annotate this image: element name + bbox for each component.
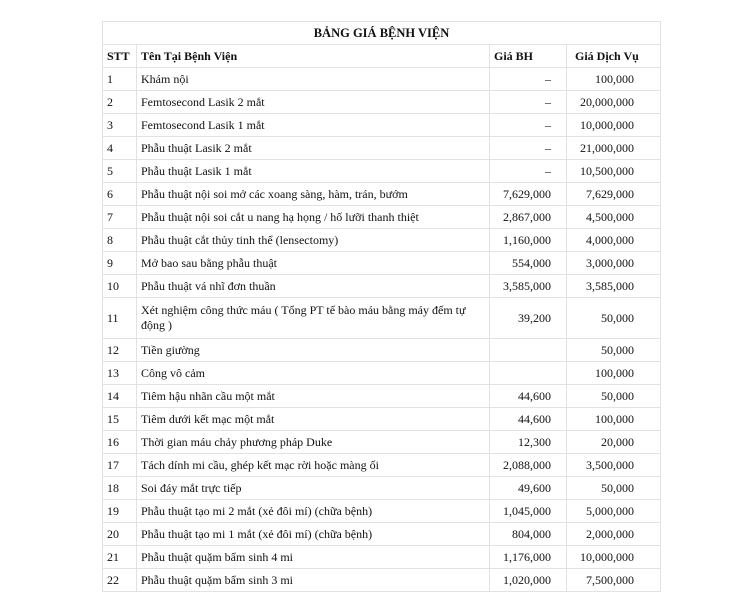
cell-name: Femtosecond Lasik 2 mắt [137,91,490,114]
cell-insurance-price: 12,300 [490,431,567,454]
cell-service-price: 3,500,000 [567,454,661,477]
table-row [103,298,661,339]
cell-service-price: 7,500,000 [567,569,661,592]
header-name: Tên Tại Bệnh Viện [137,45,490,68]
cell-service-price: 2,000,000 [567,523,661,546]
cell-service-price: 50,000 [567,477,661,500]
table-row [103,68,661,91]
cell-insurance-price: 3,585,000 [490,275,567,298]
table-row [103,137,661,160]
cell-service-price: 10,000,000 [567,546,661,569]
cell-stt: 19 [103,500,137,523]
table-title-row [103,22,661,45]
cell-name: Xét nghiệm công thức máu ( Tổng PT tế bào máu bằng máy đếm tự động ) [137,298,490,339]
cell-name: Femtosecond Lasik 1 mắt [137,114,490,137]
cell-name: Phẫu thuật cắt thủy tinh thể (lensectomy) [137,229,490,252]
cell-stt: 12 [103,339,137,362]
cell-insurance-price: 49,600 [490,477,567,500]
cell-service-price: 50,000 [567,339,661,362]
cell-insurance-price: 1,045,000 [490,500,567,523]
table-row [103,362,661,385]
table-row [103,523,661,546]
cell-stt: 7 [103,206,137,229]
cell-service-price: 10,000,000 [567,114,661,137]
cell-insurance-price: – [490,137,567,160]
cell-service-price: 4,000,000 [567,229,661,252]
table-row [103,500,661,523]
cell-name: Thời gian máu chảy phương pháp Duke [137,431,490,454]
cell-insurance-price: 39,200 [490,298,567,339]
table-row [103,546,661,569]
cell-stt: 18 [103,477,137,500]
table-row [103,431,661,454]
table-title: BẢNG GIÁ BỆNH VIỆN [103,22,661,45]
cell-insurance-price: 804,000 [490,523,567,546]
cell-insurance-price: 7,629,000 [490,183,567,206]
cell-stt: 9 [103,252,137,275]
cell-service-price: 20,000,000 [567,91,661,114]
cell-name: Tiền giường [137,339,490,362]
cell-name: Soi đáy mắt trực tiếp [137,477,490,500]
table-row [103,91,661,114]
cell-insurance-price: 44,600 [490,385,567,408]
cell-stt: 8 [103,229,137,252]
cell-name: Phẫu thuật vá nhĩ đơn thuần [137,275,490,298]
cell-service-price: 7,629,000 [567,183,661,206]
cell-service-price: 20,000 [567,431,661,454]
table-row [103,569,661,592]
cell-insurance-price: – [490,91,567,114]
cell-name: Phẫu thuật nội soi mở các xoang sàng, hàm, trán, bướm [137,183,490,206]
cell-name: Phẫu thuật quặm bẩm sinh 3 mi [137,569,490,592]
table-row [103,114,661,137]
table-row [103,206,661,229]
cell-service-price: 5,000,000 [567,500,661,523]
cell-stt: 3 [103,114,137,137]
cell-insurance-price: 1,160,000 [490,229,567,252]
cell-service-price: 50,000 [567,385,661,408]
cell-name: Công vô cảm [137,362,490,385]
cell-stt: 20 [103,523,137,546]
cell-insurance-price: – [490,160,567,183]
cell-insurance-price: 2,088,000 [490,454,567,477]
cell-insurance-price: 44,600 [490,408,567,431]
table-row [103,183,661,206]
cell-service-price: 4,500,000 [567,206,661,229]
cell-name: Tiêm hậu nhãn cầu một mắt [137,385,490,408]
cell-name: Phẫu thuật Lasik 1 mắt [137,160,490,183]
cell-name: Khám nội [137,68,490,91]
cell-service-price: 100,000 [567,408,661,431]
cell-insurance-price: 554,000 [490,252,567,275]
cell-insurance-price: 1,020,000 [490,569,567,592]
header-service-price: Giá Dịch Vụ [567,45,661,68]
cell-insurance-price: – [490,114,567,137]
table-row [103,477,661,500]
cell-service-price: 10,500,000 [567,160,661,183]
table-row [103,229,661,252]
table-row [103,454,661,477]
cell-name: Tách dính mi cầu, ghép kết mạc rời hoặc màng ối [137,454,490,477]
cell-stt: 16 [103,431,137,454]
header-insurance-price: Giá BH [490,45,567,68]
cell-service-price: 100,000 [567,68,661,91]
cell-service-price: 3,000,000 [567,252,661,275]
cell-insurance-price [490,362,567,385]
cell-name: Mở bao sau bằng phẫu thuật [137,252,490,275]
cell-stt: 1 [103,68,137,91]
cell-insurance-price [490,339,567,362]
cell-stt: 2 [103,91,137,114]
cell-name: Phẫu thuật quặm bẩm sinh 4 mi [137,546,490,569]
table-row [103,339,661,362]
table-row [103,275,661,298]
table-row [103,408,661,431]
cell-stt: 6 [103,183,137,206]
cell-stt: 4 [103,137,137,160]
table-row [103,385,661,408]
cell-insurance-price: 2,867,000 [490,206,567,229]
cell-name: Phẫu thuật Lasik 2 mắt [137,137,490,160]
price-table-container [102,21,660,592]
cell-service-price: 100,000 [567,362,661,385]
cell-name: Phẫu thuật tạo mi 2 mắt (xẻ đôi mí) (chữa bệnh) [137,500,490,523]
cell-name: Phẫu thuật nội soi cắt u nang hạ họng / hố lưỡi thanh thiệt [137,206,490,229]
table-row [103,160,661,183]
cell-stt: 10 [103,275,137,298]
cell-stt: 11 [103,298,137,339]
table-header-row [103,45,661,68]
cell-stt: 14 [103,385,137,408]
cell-stt: 22 [103,569,137,592]
table-row [103,252,661,275]
cell-stt: 15 [103,408,137,431]
price-table [102,21,661,592]
header-stt: STT [103,45,137,68]
cell-stt: 13 [103,362,137,385]
cell-stt: 17 [103,454,137,477]
cell-stt: 21 [103,546,137,569]
cell-service-price: 21,000,000 [567,137,661,160]
cell-insurance-price: 1,176,000 [490,546,567,569]
cell-name: Tiêm dưới kết mạc một mắt [137,408,490,431]
cell-service-price: 50,000 [567,298,661,339]
cell-service-price: 3,585,000 [567,275,661,298]
cell-insurance-price: – [490,68,567,91]
cell-name: Phẫu thuật tạo mi 1 mắt (xẻ đôi mí) (chữa bệnh) [137,523,490,546]
cell-stt: 5 [103,160,137,183]
